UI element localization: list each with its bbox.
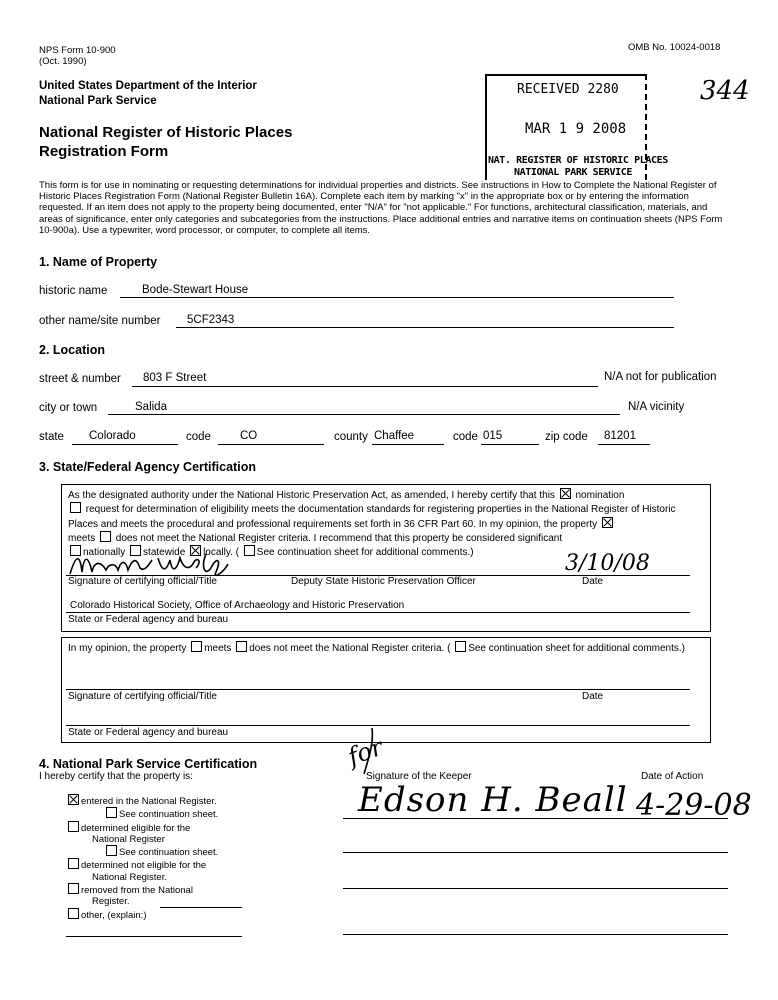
county-code-label: code	[453, 431, 478, 443]
other-name-label: other name/site number	[39, 315, 161, 327]
locally-label: locally. (	[203, 547, 240, 559]
keeper-line-3	[343, 888, 728, 889]
intro-paragraph: This form is for use in nominating or requesting determinations for individual properties and districts. See instructions in How to Complete the National Register of Historic Places Registration Form (National Register Bulletin 16A). Complete each item by marking "x" in the appropriate box or by entering the information requested. If an item does not apply to the property being documented, enter "N/A" for "not applicable." For functions, architectural classification, materials, and areas of significance, enter only categories and subcategories from the instructions. Place additional entries and narrative items on continuation sheets (NPS Form 10-900a). Use a typewriter, word processor, or computer, to complete all items.	[39, 180, 723, 236]
cert-text-b: request for determination of eligibility meets the documentation standards for registering properties in the National Register of Historic Places and meets the procedural and professional requirements set forth in 36 CFR Part 60. In my opinion, the property	[68, 504, 676, 530]
form-title: National Register of Historic Places	[39, 124, 293, 141]
cert-text-a: As the designated authority under the National Historic Preservation Act, as amended, I hereby certify that this	[68, 490, 555, 501]
county-value[interactable]: Chaffee	[374, 430, 415, 442]
option-removed[interactable]: removed from the National	[66, 883, 218, 896]
option-not-eligible[interactable]: determined not eligible for the	[66, 858, 218, 871]
other-explain-line-2	[66, 936, 242, 937]
section-2-heading: 2. Location	[39, 343, 105, 357]
zip-label: zip code	[545, 431, 588, 443]
other-name-line	[176, 327, 674, 328]
official-title: Deputy State Historic Preservation Officer	[291, 576, 476, 587]
see-continuation-label: See continuation sheet for additional comments.)	[256, 547, 474, 559]
nationally-label: nationally	[83, 547, 126, 559]
section-4-heading: 4. National Park Service Certification	[39, 757, 258, 771]
keeper-line-1	[343, 818, 728, 819]
county-label: county	[334, 431, 368, 443]
section-1-heading: 1. Name of Property	[39, 255, 158, 269]
option-eligible-continuation[interactable]: See continuation sheet.	[66, 845, 218, 858]
agency-label-2: State or Federal agency and bureau	[68, 727, 229, 738]
request-checkbox[interactable]	[70, 502, 81, 513]
signature-label-2: Signature of certifying official/Title	[68, 691, 217, 702]
form-number: NPS Form 10-900	[39, 45, 116, 56]
agency-label-1: State or Federal agency and bureau	[68, 614, 229, 625]
county-code-value[interactable]: 015	[483, 430, 503, 442]
opinion-meets-label: meets	[204, 643, 232, 654]
date-label-2: Date	[582, 691, 604, 702]
date-action-value: 4-29-08	[636, 788, 752, 823]
agency-value: Colorado Historical Society, Office of Archaeology and Historic Preservation	[70, 600, 405, 611]
signature-line-2	[66, 689, 690, 690]
option-entered-continuation[interactable]: See continuation sheet.	[66, 807, 218, 820]
city-label: city or town	[39, 402, 98, 414]
historic-name-label: historic name	[39, 285, 108, 297]
state-code-line	[218, 444, 324, 445]
department: United States Department of the Interior	[39, 80, 257, 92]
stamp-line1: NAT. REGISTER OF HISTORIC PLACES	[488, 155, 668, 166]
opinion-not-meet-checkbox[interactable]	[236, 641, 247, 652]
option-not-eligible-line2: National Register.	[92, 871, 167, 883]
stamp-received: RECEIVED 2280	[517, 82, 619, 97]
section-3-heading: 3. State/Federal Agency Certification	[39, 460, 256, 474]
statewide-label: statewide	[143, 547, 186, 559]
street-label: street & number	[39, 373, 121, 385]
county-line	[372, 444, 444, 445]
stamp-date: MAR 1 9 2008	[525, 121, 627, 137]
opinion-meets-checkbox[interactable]	[191, 641, 202, 652]
keeper-label: Signature of the Keeper	[366, 771, 472, 782]
historic-name-line	[120, 297, 674, 298]
keeper-line-2	[343, 852, 728, 853]
keeper-line-4	[343, 934, 728, 935]
agency-line-1	[66, 612, 690, 613]
for-mark: for	[344, 732, 387, 772]
certify-statement: I hereby certify that the property is:	[39, 771, 193, 782]
handwritten-number: 344	[700, 76, 750, 106]
meets-label: meets	[68, 532, 96, 544]
code-label: code	[186, 431, 211, 443]
city-line	[108, 414, 620, 415]
zip-value[interactable]: 81201	[604, 430, 636, 442]
option-entered[interactable]: entered in the National Register.	[66, 794, 218, 807]
does-not-meet-checkbox[interactable]	[100, 531, 111, 542]
nomination-checkbox[interactable]	[560, 488, 571, 499]
option-other[interactable]: other, (explain:)	[66, 908, 218, 921]
opinion-text-c: See continuation sheet for additional comments.)	[468, 643, 685, 654]
na-vicinity: N/A vicinity	[628, 401, 685, 413]
keeper-signature: Edson H. Beall	[358, 780, 628, 820]
nomination-label: nomination	[575, 490, 625, 501]
other-explain-line	[160, 907, 242, 908]
stamp-line2: NATIONAL PARK SERVICE	[514, 167, 633, 178]
street-line	[132, 386, 598, 387]
date-action-label: Date of Action	[641, 771, 704, 782]
opinion-continuation-checkbox[interactable]	[455, 641, 466, 652]
opinion-text-a: In my opinion, the property	[68, 643, 187, 654]
historic-name-value[interactable]: Bode-Stewart House	[142, 284, 249, 296]
opinion-paragraph	[68, 641, 704, 655]
state-line	[72, 444, 178, 445]
agency-service: National Park Service	[39, 95, 157, 107]
na-publication: N/A not for publication	[604, 371, 717, 383]
state-label: state	[39, 431, 64, 443]
meets-checkbox[interactable]	[602, 517, 613, 528]
street-value[interactable]: 803 F Street	[143, 372, 207, 384]
cert-text-c: does not meet the National Register criteria. I recommend that this property be considered significant	[115, 532, 563, 544]
option-eligible-line2: National Register	[92, 833, 165, 845]
option-eligible[interactable]: determined eligible for the	[66, 821, 218, 834]
date-label-1: Date	[582, 576, 604, 587]
opinion-text-b: does not meet the National Register criteria. (	[249, 643, 451, 654]
nps-options	[66, 794, 218, 921]
other-name-value[interactable]: 5CF2343	[187, 314, 235, 326]
city-value[interactable]: Salida	[135, 401, 167, 413]
zip-line	[598, 444, 650, 445]
county-code-line	[481, 444, 539, 445]
signature-label-1: Signature of certifying official/Title	[68, 576, 217, 587]
form-subtitle: Registration Form	[39, 143, 169, 160]
omb-number: OMB No. 10024-0018	[628, 42, 721, 53]
state-value[interactable]: Colorado	[89, 430, 136, 442]
option-removed-line2: Register.	[92, 896, 130, 908]
form-date: (Oct. 1990)	[39, 56, 87, 67]
state-code-value[interactable]: CO	[240, 430, 258, 442]
cert-date-value: 3/10/08	[565, 551, 650, 576]
